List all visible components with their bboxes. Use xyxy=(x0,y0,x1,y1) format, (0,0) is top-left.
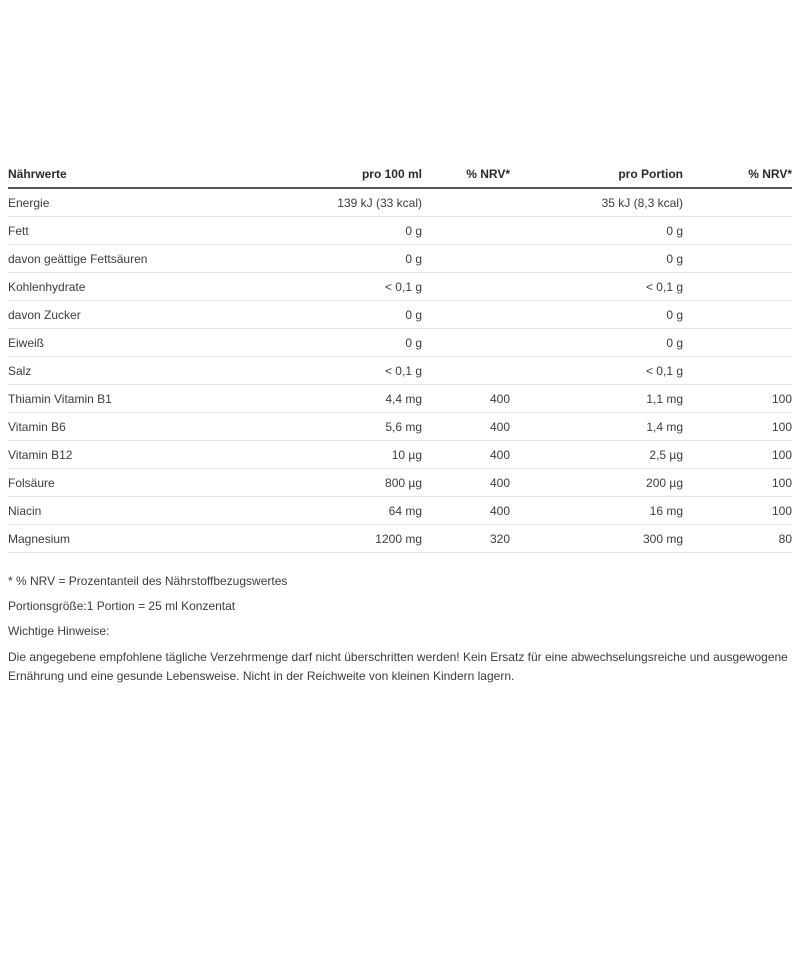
hints-text: Die angegebene empfohlene tägliche Verzehrmenge darf nicht überschritten werden! Kein Ersatz für eine abwechselungsreiche und ausgewogene Ernährung und eine gesunde Lebensweise. Nicht in der Reichweite von kleinen Kindern lagern. xyxy=(8,650,788,683)
value-per-100ml: 64 mg xyxy=(318,497,422,525)
value-per-100ml: 800 µg xyxy=(318,469,422,497)
nutrient-name: Vitamin B12 xyxy=(8,441,318,469)
value-per-100ml: 139 kJ (33 kcal) xyxy=(318,188,422,217)
value-per-portion: < 0,1 g xyxy=(510,357,683,385)
table-row xyxy=(8,441,792,469)
value-per-portion: 200 µg xyxy=(510,469,683,497)
nutrient-name: davon Zucker xyxy=(8,301,318,329)
hints-title: Wichtige Hinweise: xyxy=(8,624,110,638)
value-per-portion: 0 g xyxy=(510,217,683,245)
column-header-naehrwerte: Nährwerte xyxy=(8,160,318,188)
nrv-per-100ml xyxy=(422,245,510,273)
nrv-per-portion: 100 xyxy=(683,385,792,413)
table-row xyxy=(8,469,792,497)
nrv-per-100ml xyxy=(422,217,510,245)
table-row xyxy=(8,497,792,525)
value-per-100ml: 1200 mg xyxy=(318,525,422,553)
value-per-100ml: < 0,1 g xyxy=(318,273,422,301)
value-per-100ml: 0 g xyxy=(318,329,422,357)
value-per-portion: 0 g xyxy=(510,329,683,357)
table-row xyxy=(8,413,792,441)
nrv-per-100ml xyxy=(422,301,510,329)
nrv-per-100ml: 400 xyxy=(422,469,510,497)
value-per-portion: 0 g xyxy=(510,245,683,273)
nrv-per-portion: 80 xyxy=(683,525,792,553)
nrv-per-portion: 100 xyxy=(683,469,792,497)
nutrient-name: Kohlenhydrate xyxy=(8,273,318,301)
table-row xyxy=(8,385,792,413)
nrv-per-100ml xyxy=(422,357,510,385)
nutrient-name: Thiamin Vitamin B1 xyxy=(8,385,318,413)
value-per-100ml: 4,4 mg xyxy=(318,385,422,413)
column-header-nrv-portion: % NRV* xyxy=(683,160,792,188)
nrv-per-portion xyxy=(683,273,792,301)
nrv-per-portion: 100 xyxy=(683,441,792,469)
column-header-pro-100ml: pro 100 ml xyxy=(318,160,422,188)
nutrient-name: Fett xyxy=(8,217,318,245)
nutrient-name: Salz xyxy=(8,357,318,385)
nrv-per-100ml: 400 xyxy=(422,385,510,413)
table-row xyxy=(8,188,792,217)
nrv-per-portion xyxy=(683,301,792,329)
value-per-portion: 300 mg xyxy=(510,525,683,553)
footnotes-section xyxy=(8,573,792,686)
nutrient-name: Folsäure xyxy=(8,469,318,497)
column-header-pro-portion: pro Portion xyxy=(510,160,683,188)
nutrient-name: Eiweiß xyxy=(8,329,318,357)
column-header-nrv-100ml: % NRV* xyxy=(422,160,510,188)
nrv-per-portion: 100 xyxy=(683,497,792,525)
nrv-footnote: * % NRV = Prozentanteil des Nährstoffbezugswertes xyxy=(8,574,288,588)
nrv-per-100ml xyxy=(422,329,510,357)
nrv-per-portion xyxy=(683,217,792,245)
nrv-per-portion xyxy=(683,245,792,273)
value-per-portion: 35 kJ (8,3 kcal) xyxy=(510,188,683,217)
nutrient-name: davon geättige Fettsäuren xyxy=(8,245,318,273)
nrv-per-100ml: 320 xyxy=(422,525,510,553)
nrv-per-portion xyxy=(683,188,792,217)
nrv-per-portion xyxy=(683,357,792,385)
value-per-portion: 1,4 mg xyxy=(510,413,683,441)
value-per-100ml: 0 g xyxy=(318,301,422,329)
table-row xyxy=(8,525,792,553)
value-per-100ml: 0 g xyxy=(318,245,422,273)
value-per-portion: 16 mg xyxy=(510,497,683,525)
value-per-100ml: 10 µg xyxy=(318,441,422,469)
table-row xyxy=(8,357,792,385)
nutrition-table xyxy=(8,160,792,553)
value-per-100ml: 5,6 mg xyxy=(318,413,422,441)
table-body xyxy=(8,188,792,553)
value-per-portion: < 0,1 g xyxy=(510,273,683,301)
value-per-portion: 2,5 µg xyxy=(510,441,683,469)
nrv-per-100ml: 400 xyxy=(422,497,510,525)
nutrient-name: Magnesium xyxy=(8,525,318,553)
nrv-per-portion xyxy=(683,329,792,357)
portion-size-note: Portionsgröße:1 Portion = 25 ml Konzentat xyxy=(8,599,236,613)
nrv-per-100ml xyxy=(422,273,510,301)
table-row xyxy=(8,273,792,301)
nrv-per-100ml: 400 xyxy=(422,441,510,469)
value-per-100ml: < 0,1 g xyxy=(318,357,422,385)
nutrient-name: Energie xyxy=(8,188,318,217)
nrv-per-100ml xyxy=(422,188,510,217)
table-row xyxy=(8,329,792,357)
table-row xyxy=(8,301,792,329)
value-per-portion: 0 g xyxy=(510,301,683,329)
nutrient-name: Vitamin B6 xyxy=(8,413,318,441)
table-header-row xyxy=(8,160,792,188)
nutrient-name: Niacin xyxy=(8,497,318,525)
nrv-per-portion: 100 xyxy=(683,413,792,441)
table-row xyxy=(8,245,792,273)
table-row xyxy=(8,217,792,245)
value-per-portion: 1,1 mg xyxy=(510,385,683,413)
nrv-per-100ml: 400 xyxy=(422,413,510,441)
value-per-100ml: 0 g xyxy=(318,217,422,245)
